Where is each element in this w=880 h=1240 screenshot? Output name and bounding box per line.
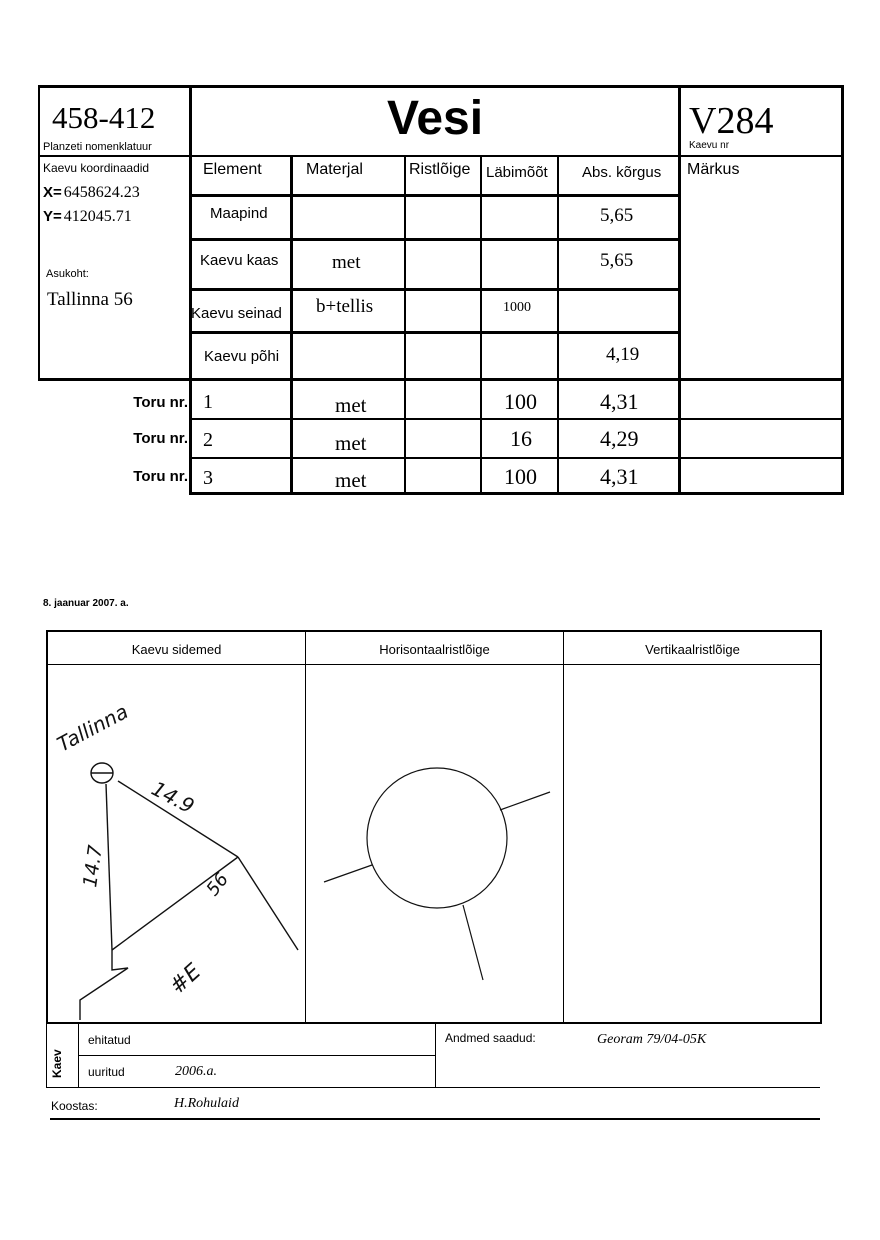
coordinate-y-value: 412045.71 [63, 208, 132, 225]
footer-compiled-line [50, 1118, 820, 1120]
col-header-material: Materjal [306, 161, 363, 178]
page-title: Vesi [386, 92, 484, 145]
pipe-material: met [335, 468, 367, 492]
footer-data-from-value: Georam 79/04-05K [597, 1032, 707, 1047]
building-wall-1 [112, 857, 238, 950]
coordinates-label: Kaevu koordinaadid [43, 161, 150, 175]
location-label: Asukoht: [46, 268, 89, 280]
pipe-material: met [335, 431, 367, 455]
coordinate-x-prefix: X= [43, 184, 62, 201]
pipe-label: Toru nr. [133, 468, 188, 485]
sketch-title-links: Kaevu sidemed [131, 642, 222, 657]
handwritten-dist-a: 14.9 [147, 776, 199, 819]
pipe-label: Toru nr. [133, 430, 188, 447]
pipe-line-1 [324, 865, 372, 882]
pipe-diameter: 100 [504, 389, 537, 414]
building-wall-3 [80, 950, 128, 1020]
pipe-line-2 [500, 792, 550, 810]
pipe-line-3 [463, 905, 483, 980]
handwritten-street: Tallinna [53, 699, 133, 757]
planzet-label: Planzeti nomenklatuur [43, 141, 152, 153]
footer-bottom-line [46, 1087, 820, 1088]
pipe-abs-height: 4,31 [600, 389, 639, 414]
footer-compiled-value: H.Rohulaid [174, 1096, 239, 1111]
element-name: Maapind [210, 205, 268, 222]
footer-compiled-label: Koostas: [51, 1099, 98, 1113]
handwritten-labels [53, 699, 233, 999]
element-material: b+tellis [316, 296, 374, 317]
element-diameter: 1000 [503, 300, 531, 315]
col-header-abs-height: Abs. kõrgus [582, 164, 662, 181]
footer-row-divider [78, 1055, 436, 1056]
handwritten-dist-c: 56 [202, 869, 234, 901]
sketch-title-vertical: Vertikaalristlõige [645, 642, 740, 657]
pipe-diameter: 100 [504, 464, 537, 489]
location-value: Tallinna 56 [47, 289, 133, 310]
pipe-diameter: 16 [510, 426, 532, 451]
col-header-element: Element [203, 161, 262, 178]
well-number: V284 [689, 100, 774, 142]
element-abs-height: 4,19 [606, 344, 640, 365]
planzet-number: 458-412 [52, 100, 156, 135]
pipe-material: met [335, 393, 367, 417]
footer-mid-divider [435, 1024, 436, 1088]
col-header-diameter: Läbimõõt [486, 164, 548, 181]
pipe-label: Toru nr. [133, 394, 188, 411]
coordinate-y-prefix: Y= [43, 208, 62, 225]
sketch-title-horizontal: Horisontaalristlõige [379, 642, 490, 657]
footer-kaev-divider [78, 1024, 79, 1088]
pipe-number: 2 [203, 429, 213, 451]
footer-built-label: ehitatud [88, 1033, 131, 1047]
footer-surveyed-label: uuritud [88, 1065, 125, 1079]
pipe-number: 1 [203, 391, 213, 413]
link-line-b [106, 784, 112, 950]
element-name: Kaevu põhi [204, 348, 280, 365]
footer-surveyed-value: 2006.a. [175, 1064, 217, 1079]
coordinate-x-value: 6458624.23 [63, 184, 140, 201]
well-circle [367, 768, 507, 908]
building-wall-2 [238, 857, 298, 950]
handwritten-dist-b: 14.7 [79, 843, 107, 889]
footer-data-from-label: Andmed saadud: [445, 1031, 536, 1045]
footer-side-label: Kaev [50, 1049, 64, 1078]
element-name: Kaevu seinad [191, 305, 282, 322]
col-header-remarks: Märkus [687, 161, 740, 178]
document-date: 8. jaanuar 2007. a. [43, 598, 129, 609]
element-material: met [332, 252, 361, 273]
footer-left-border [46, 1022, 47, 1088]
element-name: Kaevu kaas [200, 252, 279, 269]
horizontal-cross-section [324, 768, 550, 980]
pipe-number: 3 [203, 467, 213, 489]
handwritten-house: #E [165, 959, 207, 1000]
col-header-cross-section: Ristlõige [409, 161, 471, 178]
pipe-abs-height: 4,31 [600, 464, 639, 489]
well-number-label: Kaevu nr [689, 140, 730, 151]
element-abs-height: 5,65 [600, 205, 634, 226]
element-abs-height: 5,65 [600, 250, 634, 271]
pipe-abs-height: 4,29 [600, 426, 639, 451]
